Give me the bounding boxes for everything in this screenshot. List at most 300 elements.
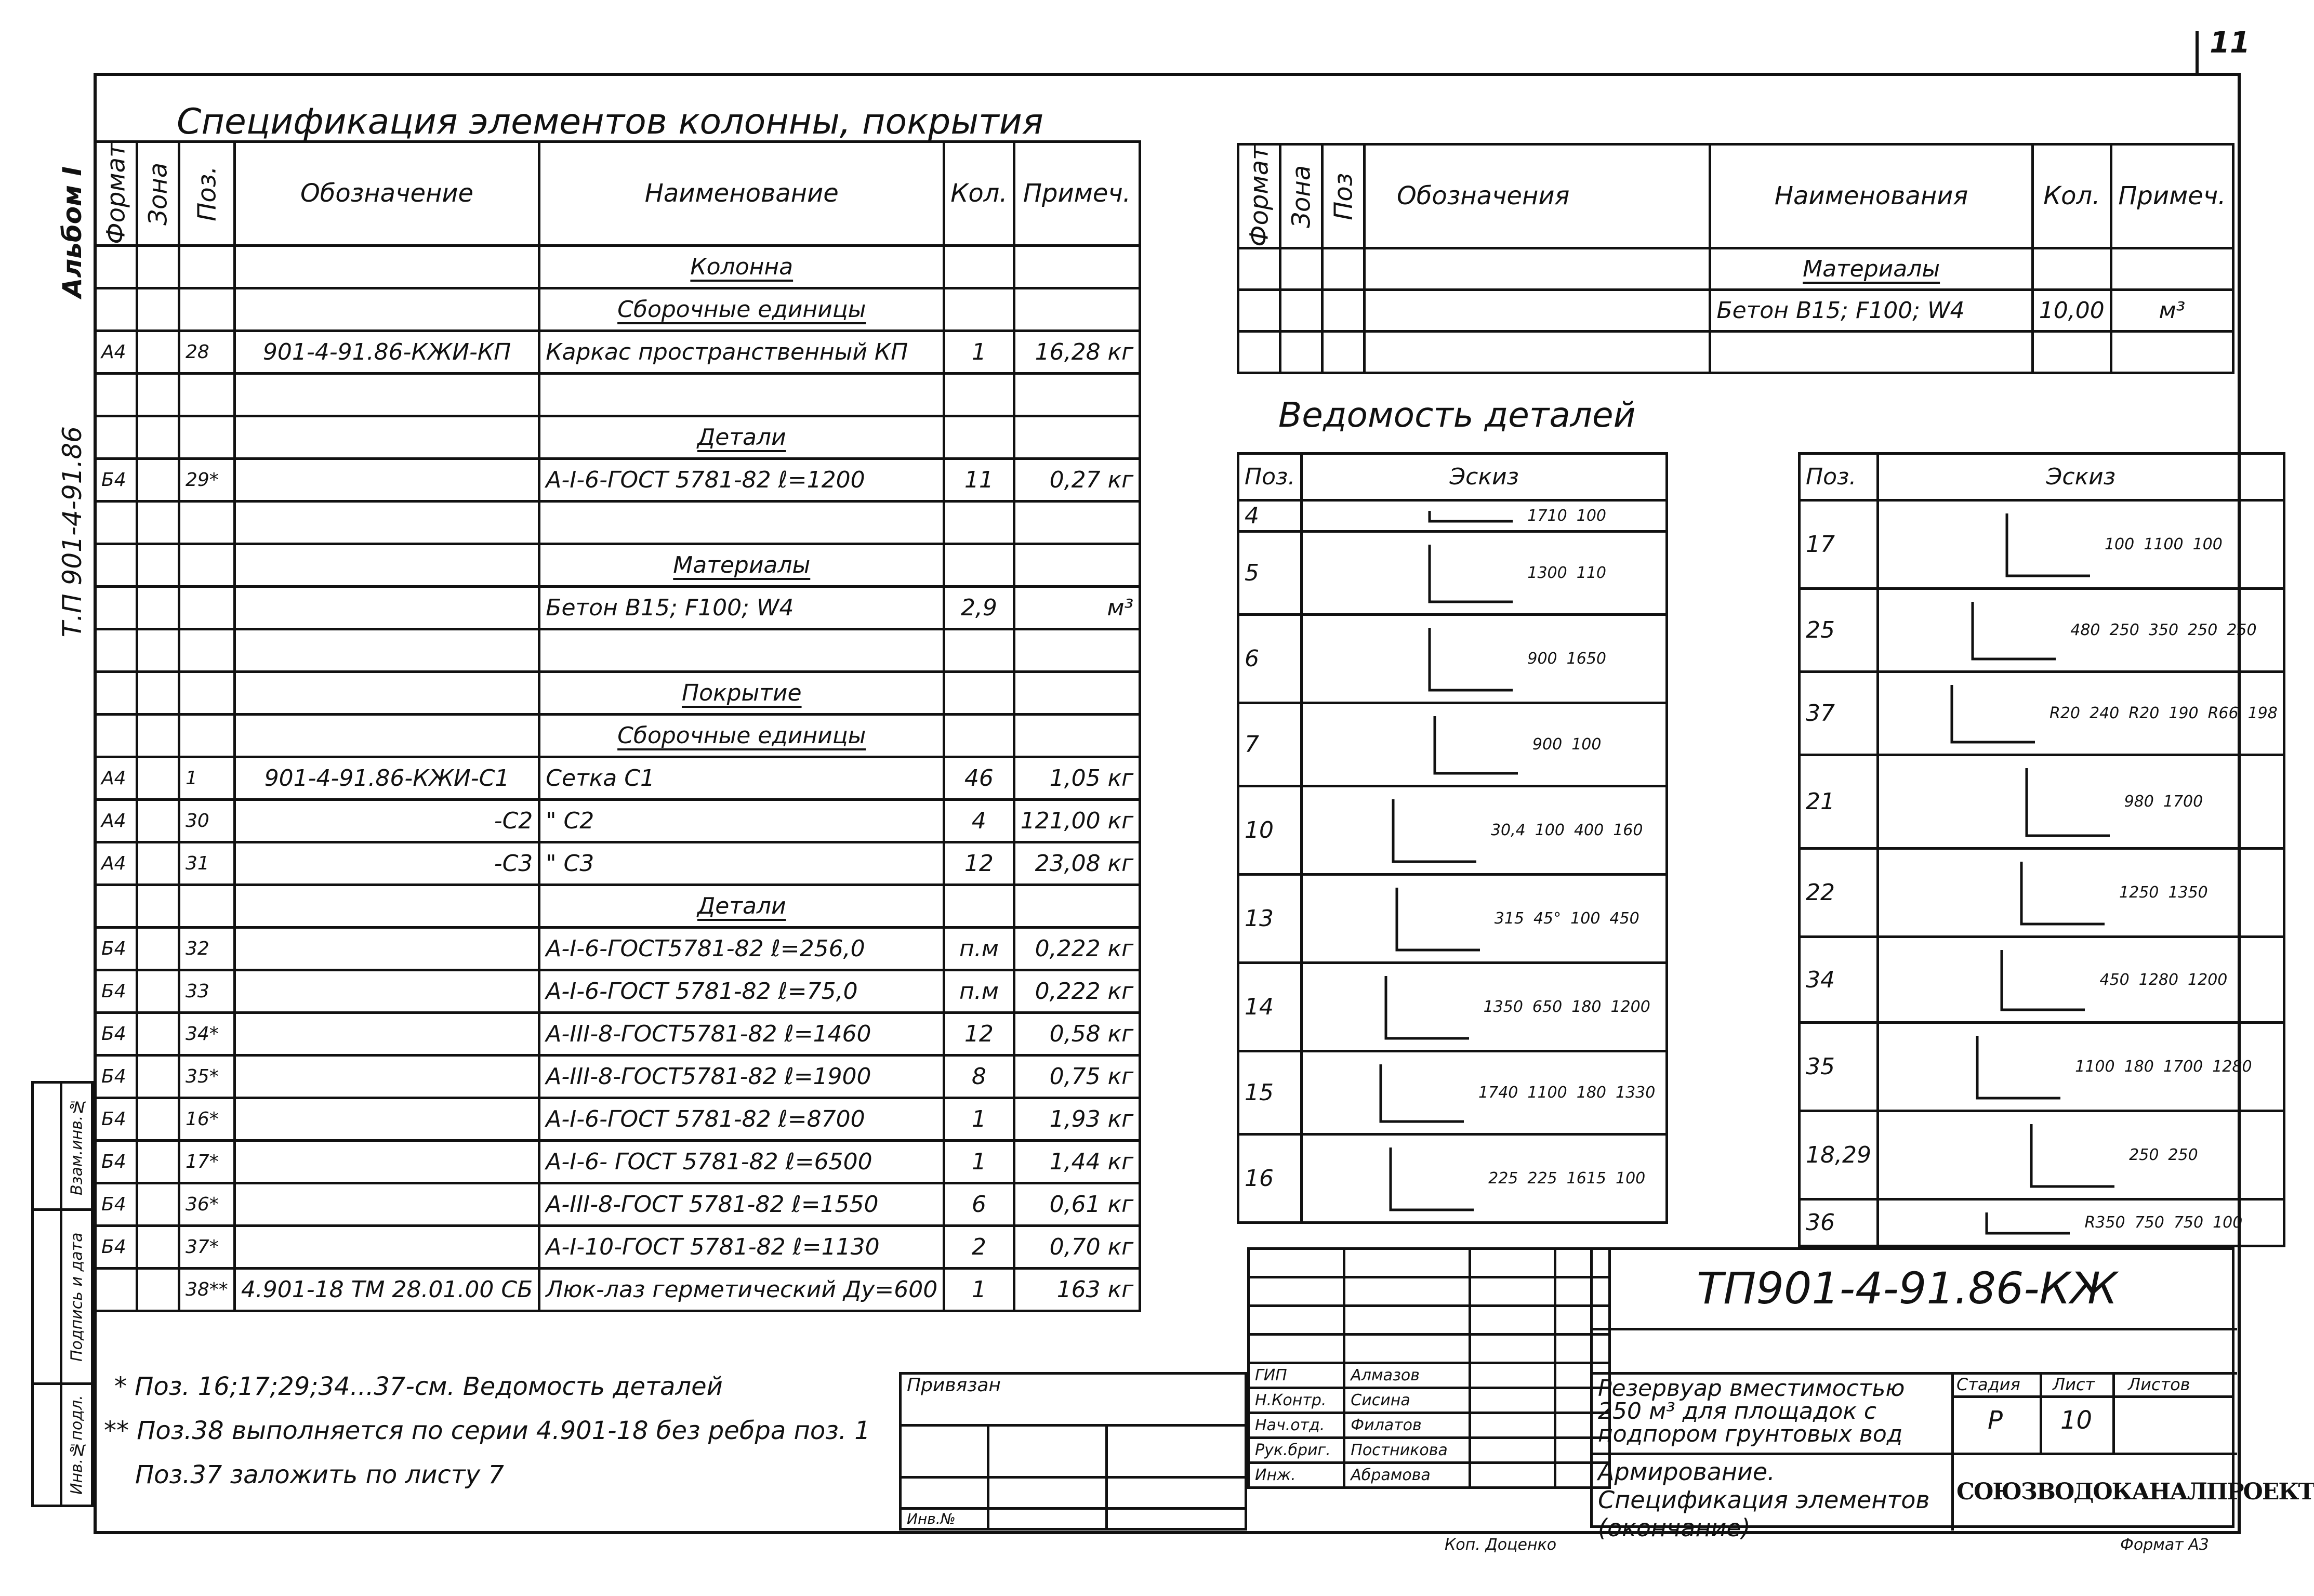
spec-cell-zone (137, 544, 179, 586)
spec-cell-note (1014, 544, 1140, 586)
spec-cell-zone (137, 970, 179, 1012)
org-name: СОЮЗВОДОКАНАЛПРОЕКТ (1956, 1479, 2314, 1505)
spec-cell-designation (234, 373, 539, 416)
spec-row (95, 586, 1140, 629)
spec-cell-designation (234, 288, 539, 331)
sketch-dimension: 450 (1609, 909, 1639, 928)
spec-cell-name: А-I-6-ГОСТ 5781-82 ℓ=8700 (539, 1098, 944, 1140)
details-left-sketch-header: Эскиз (1302, 454, 1667, 500)
spec-cell-note: 1,93 кг (1014, 1098, 1140, 1140)
spec-cell-designation (234, 927, 539, 970)
spec-row (95, 799, 1140, 842)
bar-sketch-icon (2021, 763, 2115, 841)
spec-cell-zone (137, 245, 179, 288)
spec-cell-zone (137, 1183, 179, 1225)
sketch-dimension: 1700 (2163, 1058, 2203, 1076)
detail-pos: 37 (1800, 672, 1878, 755)
spec-cell-fmt (95, 885, 137, 927)
spec-cell-qty: п.м (944, 927, 1014, 970)
page-number: 11 (2210, 26, 2250, 60)
detail-pos: 36 (1800, 1199, 1878, 1246)
sketch-dimension: 250 (2129, 1146, 2159, 1164)
sketch-dimension: 100 (2213, 1214, 2243, 1232)
spec-cell-qty (944, 416, 1014, 458)
spec-cell-qty: 6 (944, 1183, 1014, 1225)
spec-cell-zone (137, 757, 179, 799)
detail-sketch (1302, 875, 1667, 963)
spec-cell-note (1014, 501, 1140, 544)
sketch-dimension: 250 (2168, 1146, 2198, 1164)
spec-cell-fmt: Б4 (95, 1183, 137, 1225)
section-heading: Детали (697, 892, 786, 919)
sheet-title: Армирование. Спецификация элементов (окончание) (1598, 1458, 1930, 1542)
col-format: Формат (95, 142, 137, 246)
spec-cell-zone (137, 373, 179, 416)
sketch-dimension: 1200 (2188, 970, 2228, 989)
spec-cell-pos (179, 586, 235, 629)
spec-cell-note: 0,27 кг (1014, 458, 1140, 501)
role-label: Инж. (1249, 1463, 1344, 1488)
detail-row (1238, 786, 1667, 875)
bar-sketch-icon (1996, 945, 2090, 1015)
detail-row (1800, 755, 2284, 849)
spec-cell-fmt (95, 245, 137, 288)
sketch-dimension: 100 (2104, 535, 2135, 553)
spec-cell-qty: 8 (944, 1055, 1014, 1098)
spec-row (95, 842, 1140, 885)
detail-pos: 18,29 (1800, 1111, 1878, 1199)
right-concrete-note: м³ (2111, 289, 2233, 331)
detail-pos: 35 (1800, 1023, 1878, 1111)
spec-cell-name: Люк-лаз герметический Ду=600 (539, 1268, 944, 1311)
spec-cell-designation (234, 970, 539, 1012)
sketch-dimension: 1250 (2119, 883, 2159, 902)
role-person: Постникова (1344, 1438, 1470, 1463)
spec-row (95, 331, 1140, 373)
sketch-dimension: 1200 (1610, 998, 1650, 1016)
sketch-dimension: 1700 (2163, 793, 2203, 811)
spec-cell-note (1014, 245, 1140, 288)
role-label: Нач.отд. (1249, 1413, 1344, 1438)
spec-cell-pos (179, 671, 235, 714)
spec-cell-pos: 32 (179, 927, 235, 970)
spec-cell-note (1014, 416, 1140, 458)
spec-row (95, 970, 1140, 1012)
spec-cell-zone (137, 288, 179, 331)
details-right-table (1798, 452, 2285, 1247)
spec-cell-zone (137, 629, 179, 671)
spec-cell-pos (179, 288, 235, 331)
spec-cell-fmt: Б4 (95, 1225, 137, 1268)
spec-row (95, 1140, 1140, 1183)
signature-cell (1470, 1463, 1555, 1488)
bar-sketch-icon (1424, 506, 1518, 526)
col-designation: Обозначение (234, 142, 539, 246)
sketch-dimension: 1280 (2138, 970, 2179, 989)
spec-row (95, 714, 1140, 757)
sheets-label: Листов (2128, 1375, 2190, 1394)
rcol-format: Формат (1238, 144, 1280, 248)
page-number-tick (2196, 31, 2199, 73)
spec-cell-fmt (95, 714, 137, 757)
detail-row (1800, 937, 2284, 1023)
spec-cell-fmt (95, 416, 137, 458)
spec-cell-designation (234, 714, 539, 757)
spec-cell-pos: 1 (179, 757, 235, 799)
detail-sketch (1877, 1199, 2284, 1246)
sketch-dimension: 100 (1576, 507, 1606, 525)
section-heading: Детали (697, 424, 786, 451)
stage-label: Стадия (1956, 1375, 2020, 1394)
spec-cell-note (1014, 373, 1140, 416)
right-concrete-name: Бетон В15; F100; W4 (1710, 289, 2032, 331)
bar-sketch-icon (1981, 1207, 2075, 1238)
rcol-designation: Обозначения (1365, 144, 1710, 248)
spec-row (95, 416, 1140, 458)
spec-cell-qty (944, 501, 1014, 544)
spec-cell-designation: -С2 (234, 799, 539, 842)
detail-row (1800, 849, 2284, 937)
detail-sketch (1877, 672, 2284, 755)
spec-cell-name: " С2 (539, 799, 944, 842)
stage-divider2 (1593, 1453, 2237, 1455)
role-label: ГИП (1249, 1363, 1344, 1388)
section-heading: Сборочные единицы (617, 722, 866, 749)
sketch-dimension: 180 (1576, 1084, 1606, 1102)
spec-row (95, 288, 1140, 331)
spec-cell-note: 23,08 кг (1014, 842, 1140, 885)
spec-cell-fmt (95, 373, 137, 416)
right-spec-table (1237, 143, 2234, 374)
sketch-dimension: 1615 (1566, 1169, 1606, 1188)
detail-row (1800, 1023, 2284, 1111)
sketch-dimension: 1100 (1527, 1084, 1567, 1102)
spec-cell-zone (137, 1098, 179, 1140)
detail-sketch (1302, 500, 1667, 532)
sketch-dimension: 240 (2090, 704, 2120, 722)
spec-cell-zone (137, 416, 179, 458)
detail-sketch (1877, 937, 2284, 1023)
detail-row (1238, 615, 1667, 703)
spec-cell-zone (137, 671, 179, 714)
side-stamp-sign: Подпись и дата (61, 1210, 92, 1384)
sketch-dimension: 250 (2188, 621, 2218, 639)
detail-row (1238, 532, 1667, 615)
role-label: Рук.бриг. (1249, 1438, 1344, 1463)
spec-cell-zone (137, 885, 179, 927)
section-heading: Сборочные единицы (617, 296, 866, 323)
spec-cell-fmt: А4 (95, 799, 137, 842)
spec-cell-qty: 2 (944, 1225, 1014, 1268)
detail-pos: 25 (1800, 589, 1878, 672)
spec-cell-name (539, 629, 944, 671)
spec-cell-qty: п.м (944, 970, 1014, 1012)
spec-cell-name (539, 501, 944, 544)
sketch-dimension: 1300 (1527, 564, 1567, 582)
spec-cell-qty (944, 714, 1014, 757)
title-block (899, 1247, 2314, 1554)
spec-cell-fmt (95, 544, 137, 586)
spec-cell-name: А-I-6-ГОСТ 5781-82 ℓ=1200 (539, 458, 944, 501)
sketch-dimension: 1100 (2144, 535, 2184, 553)
sketch-dimension: 1650 (1566, 650, 1606, 668)
detail-row (1800, 589, 2284, 672)
sketch-dimension: 190 (2168, 704, 2199, 722)
spec-cell-zone (137, 501, 179, 544)
side-stamp (31, 1081, 94, 1507)
spec-cell-pos (179, 885, 235, 927)
sketch-dimension: 198 (2247, 704, 2278, 722)
spec-cell-note: 0,222 кг (1014, 927, 1140, 970)
spec-row (95, 1012, 1140, 1055)
sketch-dimension: 30,4 (1490, 821, 1526, 839)
sketch-dimension: R350 (2084, 1214, 2125, 1232)
sketch-dimension: 100 (1616, 1169, 1646, 1188)
title-block-right (1590, 1247, 2314, 1542)
bar-sketch-icon (1388, 794, 1482, 867)
title-block-roles (1247, 1247, 1611, 1489)
spec-cell-designation (234, 501, 539, 544)
spec-cell-name: А-I-10-ГОСТ 5781-82 ℓ=1130 (539, 1225, 944, 1268)
spec-row (95, 629, 1140, 671)
spec-cell-note (1014, 714, 1140, 757)
detail-sketch (1877, 755, 2284, 849)
role-person: Филатов (1344, 1413, 1470, 1438)
spec-cell-note (1014, 629, 1140, 671)
spec-cell-pos: 35* (179, 1055, 235, 1098)
detail-sketch (1877, 500, 2284, 589)
inv-no-label: Инв.№ (901, 1509, 988, 1529)
sheet-label: Лист (2053, 1375, 2095, 1394)
detail-row (1800, 500, 2284, 589)
sketch-dimension: 180 (1571, 998, 1602, 1016)
signature-cell (1470, 1388, 1555, 1413)
spec-cell-note: 1,05 кг (1014, 757, 1140, 799)
spec-row (95, 1098, 1140, 1140)
details-title: Ведомость деталей (1278, 395, 1636, 435)
sketch-dimension: 480 (2070, 621, 2100, 639)
bar-sketch-icon (1385, 1142, 1479, 1215)
spec-cell-qty (944, 885, 1014, 927)
bar-sketch-icon (2016, 856, 2110, 929)
spec-cell-designation (234, 245, 539, 288)
bar-sketch-icon (1967, 597, 2061, 664)
sketch-dimension: 45° (1533, 909, 1562, 928)
spec-cell-designation: 4.901-18 ТМ 28.01.00 СБ (234, 1268, 539, 1311)
bar-sketch-icon (1424, 539, 1518, 607)
sketch-dimension: 1100 (2075, 1058, 2115, 1076)
detail-sketch (1302, 963, 1667, 1051)
bar-sketch-icon (1392, 882, 1485, 955)
details-left-table (1237, 452, 1668, 1224)
detail-pos: 5 (1238, 532, 1302, 615)
spec-cell-fmt: Б4 (95, 927, 137, 970)
spec-cell-fmt (95, 501, 137, 544)
rcol-note: Примеч. (2111, 144, 2233, 248)
detail-row (1800, 1111, 2284, 1199)
detail-row (1238, 875, 1667, 963)
sketch-dimension: 1350 (1483, 998, 1523, 1016)
spec-cell-fmt: Б4 (95, 970, 137, 1012)
sketch-dimension: 100 (1535, 821, 1565, 839)
details-right-sketch-header: Эскиз (1877, 454, 2284, 500)
role-person: Алмазов (1344, 1363, 1470, 1388)
spec-cell-pos (179, 373, 235, 416)
detail-row (1238, 963, 1667, 1051)
spec-cell-pos (179, 714, 235, 757)
spec-cell-note (1014, 885, 1140, 927)
spec-cell-designation (234, 671, 539, 714)
sketch-dimension: 1710 (1527, 507, 1567, 525)
bar-sketch-icon (2002, 508, 2095, 581)
spec-cell-designation (234, 1183, 539, 1225)
album-label: Альбом I (57, 166, 87, 298)
spec-cell-note: 121,00 кг (1014, 799, 1140, 842)
spec-cell-note (1014, 671, 1140, 714)
details-left-pos-header: Поз. (1238, 454, 1302, 500)
stage-divider (1951, 1395, 2234, 1398)
spec-cell-designation (234, 1098, 539, 1140)
spec-cell-designation: -С3 (234, 842, 539, 885)
spec-cell-pos: 34* (179, 1012, 235, 1055)
sketch-dimension: 110 (1576, 564, 1606, 582)
spec-cell-pos: 30 (179, 799, 235, 842)
sketch-dimension: 980 (2124, 793, 2154, 811)
title-block-privyazan (899, 1372, 1247, 1531)
spec-cell-qty: 1 (944, 1098, 1014, 1140)
role-label: Н.Контр. (1249, 1388, 1344, 1413)
spec-row (95, 544, 1140, 586)
spec-cell-qty (944, 245, 1014, 288)
signature-cell (1470, 1438, 1555, 1463)
role-person: Абрамова (1344, 1463, 1470, 1488)
detail-pos: 34 (1800, 937, 1878, 1023)
bar-sketch-icon (1376, 1059, 1469, 1127)
sketch-dimension: R20 (2128, 704, 2160, 722)
spec-cell-zone (137, 586, 179, 629)
doc-code: ТП901-4-91.86-КЖ (1697, 1263, 2118, 1314)
side-stamp-inv: Инв.№подл. (61, 1384, 92, 1506)
spec-cell-zone (137, 799, 179, 842)
detail-pos: 21 (1800, 755, 1878, 849)
spec-cell-designation (234, 1055, 539, 1098)
rcol-zone: Зона (1280, 144, 1323, 248)
spec-row (95, 373, 1140, 416)
detail-sketch (1302, 532, 1667, 615)
detail-sketch (1877, 589, 2284, 672)
spec-cell-name: А-III-8-ГОСТ 5781-82 ℓ=1550 (539, 1183, 944, 1225)
footnote-3: Поз.37 заложить по листу 7 (135, 1460, 504, 1489)
format-label: Формат А3 (2120, 1536, 2209, 1554)
spec-cell-zone (137, 1055, 179, 1098)
spec-cell-designation (234, 586, 539, 629)
spec-cell-fmt: А4 (95, 331, 137, 373)
section-heading: Покрытие (681, 679, 802, 706)
spec-cell-qty (944, 544, 1014, 586)
sketch-dimension: 1280 (2212, 1058, 2252, 1076)
spec-cell-name: Каркас пространственный КП (539, 331, 944, 373)
spec-cell-note: 0,75 кг (1014, 1055, 1140, 1098)
spec-cell-name: А-I-6-ГОСТ 5781-82 ℓ=75,0 (539, 970, 944, 1012)
sketch-dimension: 900 (1527, 650, 1557, 668)
spec-cell-pos (179, 416, 235, 458)
detail-sketch (1877, 1023, 2284, 1111)
spec-cell-name (539, 373, 944, 416)
spec-row (95, 927, 1140, 970)
detail-sketch (1302, 615, 1667, 703)
spec-cell-designation: 901-4-91.86-КЖИ-С1 (234, 757, 539, 799)
spec-cell-qty: 2,9 (944, 586, 1014, 629)
spec-row (95, 1055, 1140, 1098)
spec-cell-fmt: Б4 (95, 458, 137, 501)
col-pos: Поз. (179, 142, 235, 246)
section-heading: Колонна (690, 253, 794, 280)
spec-cell-note: 0,222 кг (1014, 970, 1140, 1012)
spec-cell-pos: 37* (179, 1225, 235, 1268)
spec-cell-zone (137, 927, 179, 970)
spec-cell-name: Сетка С1 (539, 757, 944, 799)
detail-pos: 16 (1238, 1135, 1302, 1223)
spec-cell-designation (234, 416, 539, 458)
sketch-dimension: R20 (2049, 704, 2080, 722)
sketch-dimension: 160 (1613, 821, 1643, 839)
role-row (1249, 1413, 1610, 1438)
detail-sketch (1302, 786, 1667, 875)
sketch-dimension: 225 (1488, 1169, 1518, 1188)
detail-pos: 13 (1238, 875, 1302, 963)
spec-cell-name: Бетон В15; F100; W4 (539, 586, 944, 629)
spec-cell-pos (179, 501, 235, 544)
spec-cell-qty (944, 288, 1014, 331)
detail-pos: 22 (1800, 849, 1878, 937)
spec-cell-zone (137, 714, 179, 757)
left-spec-table (94, 140, 1141, 1312)
spec-cell-name: А-I-6-ГОСТ5781-82 ℓ=256,0 (539, 927, 944, 970)
spec-cell-qty: 1 (944, 1140, 1014, 1183)
detail-sketch (1877, 849, 2284, 937)
spec-row (95, 501, 1140, 544)
org-vline (1951, 1453, 1954, 1531)
spec-cell-qty: 1 (944, 331, 1014, 373)
spec-cell-note: м³ (1014, 586, 1140, 629)
bar-sketch-icon (1424, 623, 1518, 695)
sketch-dimension: 250 (2109, 621, 2139, 639)
details-right-pos-header: Поз. (1800, 454, 1878, 500)
spec-cell-qty: 1 (944, 1268, 1014, 1311)
rcol-pos: Поз (1323, 144, 1365, 248)
right-concrete-qty: 10,00 (2032, 289, 2111, 331)
spec-cell-note: 0,70 кг (1014, 1225, 1140, 1268)
stage-col-2 (2112, 1372, 2115, 1453)
object-title: Резервуар вместимостью 250 м³ для площадок с подпором грунтовых вод (1598, 1375, 1905, 1447)
spec-cell-zone (137, 331, 179, 373)
detail-sketch (1877, 1111, 2284, 1199)
sketch-dimension: 650 (1532, 998, 1563, 1016)
section-heading: Материалы (673, 551, 811, 578)
series-label: Т.П 901-4-91.86 (57, 426, 87, 638)
spec-cell-qty: 12 (944, 1012, 1014, 1055)
sketch-dimension: 100 (1571, 735, 1602, 754)
spec-cell-name: А-III-8-ГОСТ5781-82 ℓ=1900 (539, 1055, 944, 1098)
sketch-dimension: 100 (2192, 535, 2223, 553)
detail-row (1238, 1135, 1667, 1223)
sketch-dimension: 100 (1570, 909, 1601, 928)
spec-cell-designation (234, 458, 539, 501)
role-row (1249, 1463, 1610, 1488)
side-stamp-vzam: Взам.инв.№ (61, 1083, 92, 1210)
detail-row (1800, 1199, 2284, 1246)
spec-cell-name: А-III-8-ГОСТ5781-82 ℓ=1460 (539, 1012, 944, 1055)
